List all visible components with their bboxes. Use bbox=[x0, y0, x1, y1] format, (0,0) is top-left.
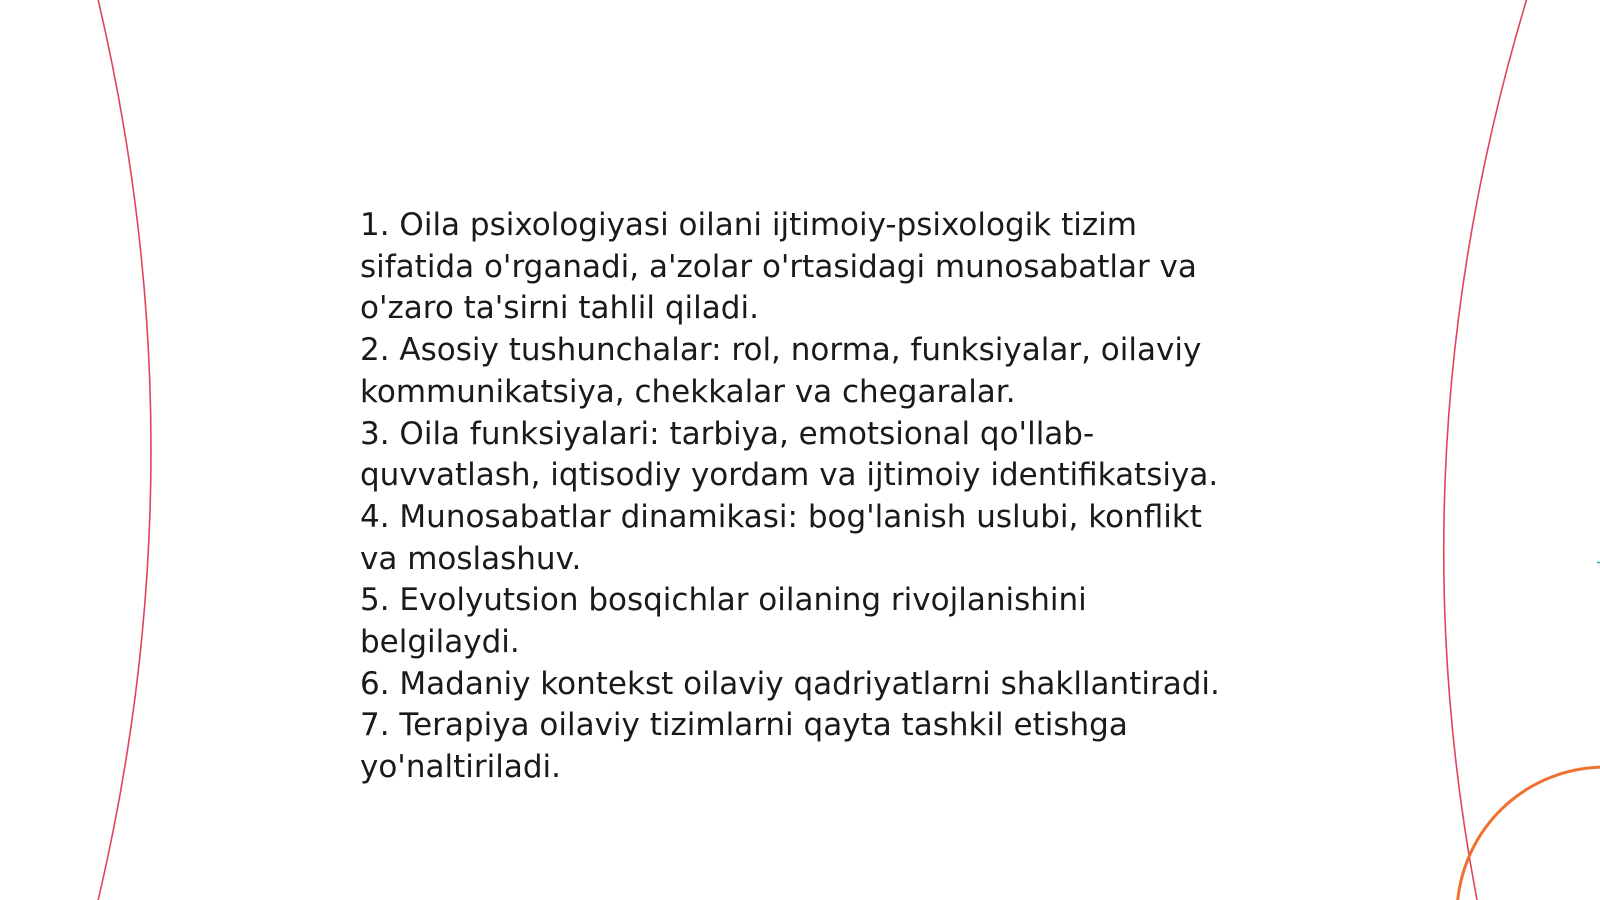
point-2: 2. Asosiy tushunchalar: rol, norma, funksiyalar, oilaviy kommunikatsiya, chekkalar va chegaralar. bbox=[360, 332, 1202, 410]
orange-arc bbox=[1457, 767, 1600, 900]
right-curve-line bbox=[1444, 0, 1528, 900]
point-6: 6. Madaniy kontekst oilaviy qadriyatlarni shakllantiradi. bbox=[360, 665, 1220, 702]
slide-body-text bbox=[360, 205, 1240, 789]
point-7: 7. Terapiya oilaviy tizimlarni qayta tashkil etishga yo'naltiriladi. bbox=[360, 707, 1128, 786]
left-curve-line bbox=[97, 0, 151, 900]
point-1: 1. Oila psixologiyasi oilani ijtimoiy-psixologik tizim sifatida o'rganadi, a'zolar o'rtasidagi munosabatlar va o'zaro ta'sirni tahlil qiladi. bbox=[360, 207, 1197, 327]
point-3: 3. Oila funksiyalari: tarbiya, emotsional qo'llab-quvvatlash, iqtisodiy yordam va ijtimoiy identifikatsiya. bbox=[360, 415, 1219, 494]
point-4: 4. Munosabatlar dinamikasi: bog'lanish uslubi, konflikt va moslashuv. bbox=[360, 498, 1202, 577]
point-5: 5. Evolyutsion bosqichlar oilaning rivojlanishini belgilaydi. bbox=[360, 582, 1087, 661]
